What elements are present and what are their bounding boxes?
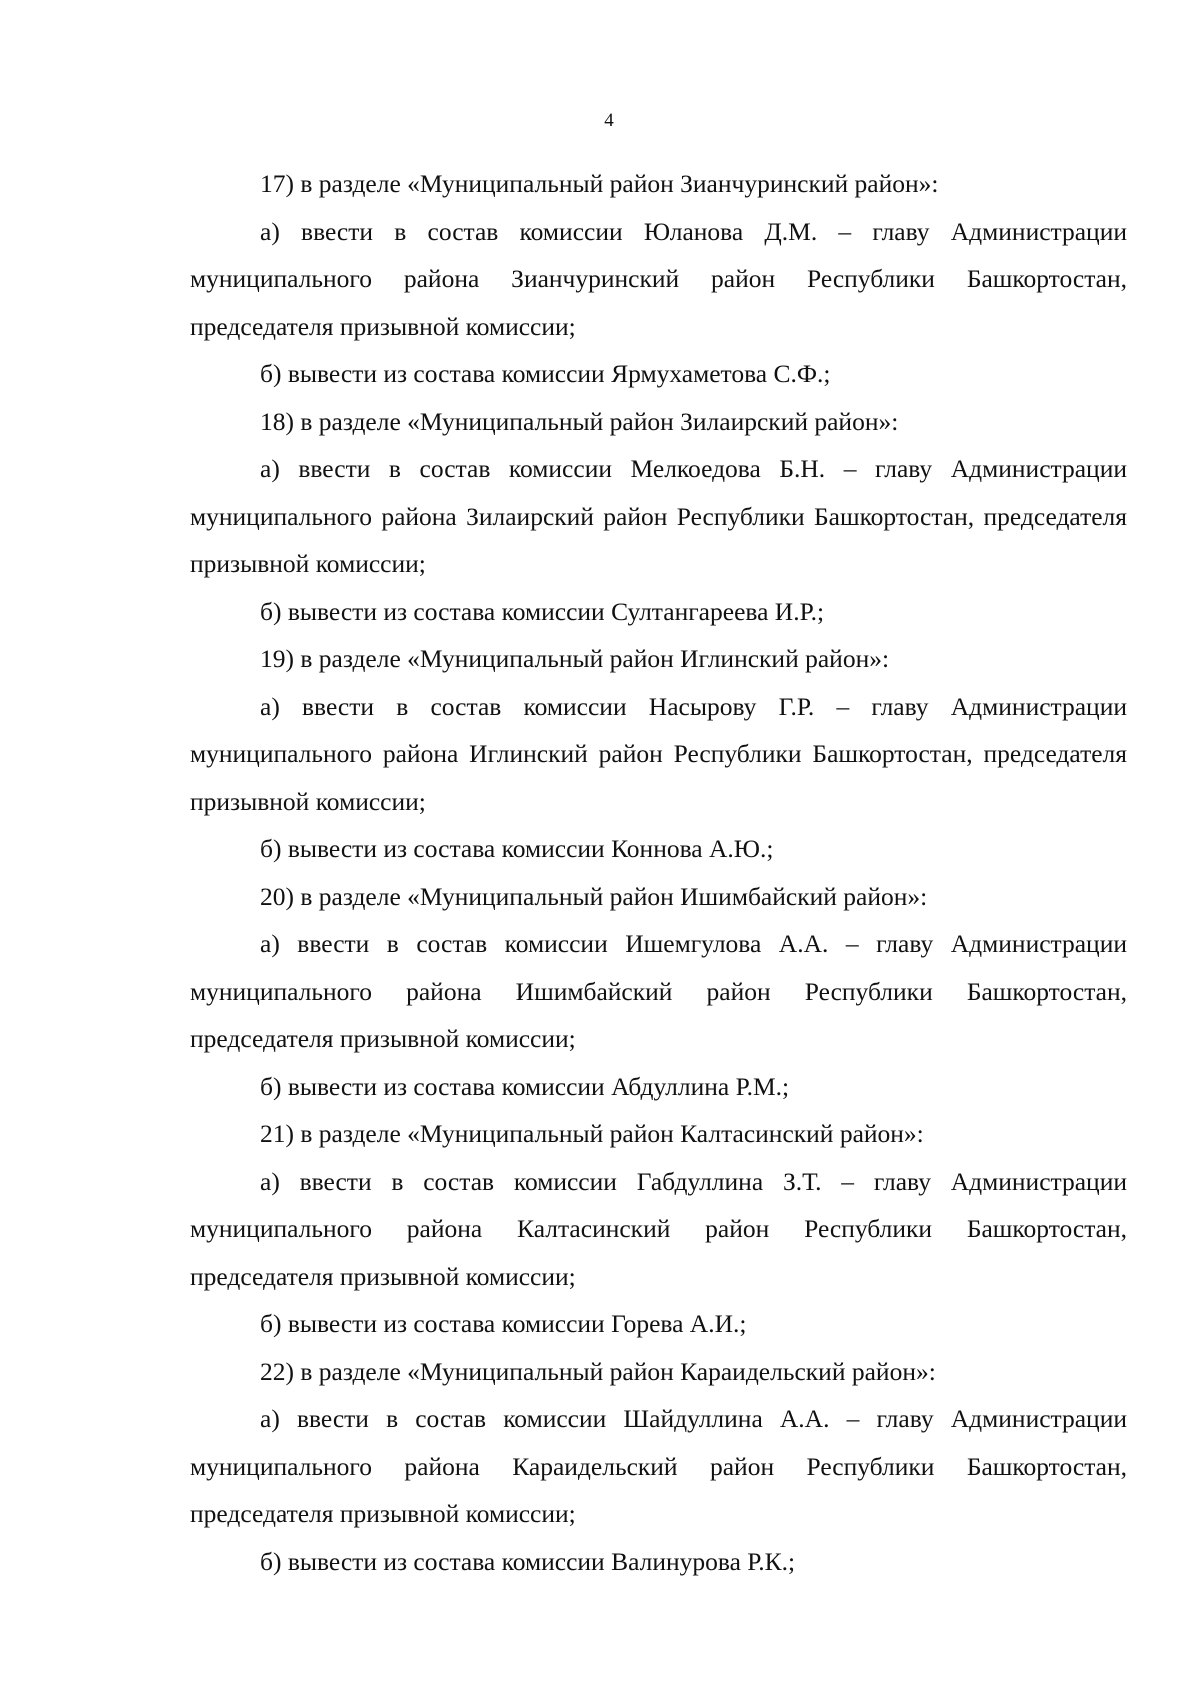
section-19-item-a: а) ввести в состав комиссии Насырову Г.Р. – главу Администрации муниципального района Иглинский район Республики Башкортостан, председателя призывной комиссии; (190, 691, 1127, 816)
section-17-item-b: б) вывести из состава комиссии Ярмухаметова С.Ф.; (260, 359, 831, 388)
section-21-heading: 21) в разделе «Муниципальный район Калтасинский район»: (260, 1119, 924, 1148)
section-22-item-a: а) ввести в состав комиссии Шайдуллина А.А. – главу Администрации муниципального района Караидельский район Республики Башкортостан, председателя призывной комиссии; (190, 1404, 1127, 1528)
section-20-heading: 20) в разделе «Муниципальный район Ишимбайский район»: (260, 881, 928, 911)
section-19-heading: 19) в разделе «Муниципальный район Иглинский район»: (260, 644, 890, 673)
section-22-item-b: б) вывести из состава комиссии Валинурова Р.К.; (260, 1546, 796, 1576)
section-18-heading: 18) в разделе «Муниципальный район Зилаирский район»: (260, 406, 899, 436)
section-17-heading: 17) в разделе «Муниципальный район Зианчуринский район»: (260, 169, 939, 198)
section-20-item-b: б) вывести из состава комиссии Абдуллина Р.М.; (260, 1071, 790, 1101)
section-20-item-a: а) ввести в состав комиссии Ишемгулова А.А. – главу Администрации муниципального района Ишимбайский район Республики Башкортостан, председателя призывной комиссии; (190, 929, 1127, 1053)
section-18-item-b: б) вывести из состава комиссии Султангареева И.Р.; (260, 596, 825, 626)
section-22-heading: 22) в разделе «Муниципальный район Караидельский район»: (260, 1356, 936, 1386)
section-18-item-a: а) ввести в состав комиссии Мелкоедова Б.Н. – главу Администрации муниципального района Зилаирский район Республики Башкортостан, председателя призывной комиссии; (190, 454, 1127, 578)
section-17-item-a: а) ввести в состав комиссии Юланова Д.М. – главу Администрации муниципального района Зианчуринский район Республики Башкортостан, председателя призывной комиссии; (190, 216, 1127, 341)
section-21-item-b: б) вывести из состава комиссии Горева А.И.; (260, 1309, 747, 1338)
section-21-item-a: а) ввести в состав комиссии Габдуллина З.Т. – главу Администрации муниципального района Калтасинский район Республики Башкортостан, председателя призывной комиссии; (190, 1166, 1127, 1291)
page-number: 4 (604, 110, 614, 131)
document-body (190, 160, 1127, 1585)
section-19-item-b: б) вывести из состава комиссии Коннова А.Ю.; (260, 834, 774, 863)
